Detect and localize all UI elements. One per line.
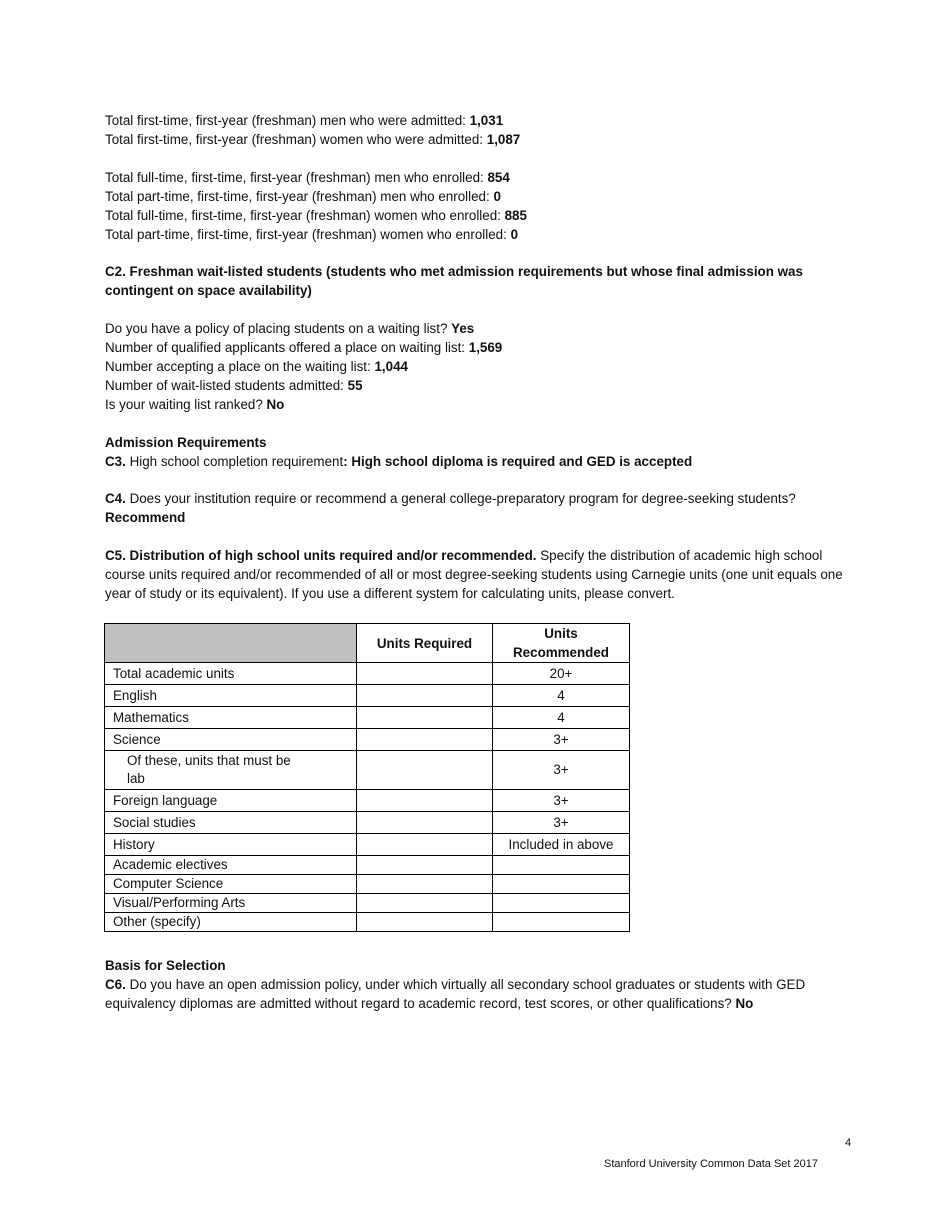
header-units-recommended: Units Recommended [493, 624, 630, 663]
footer-source: Stanford University Common Data Set 2017 [604, 1158, 818, 1170]
table-row: Social studies 3+ [105, 812, 630, 834]
enrolled-line: Total part-time, first-time, first-year (freshman) women who enrolled: 0 [105, 227, 519, 242]
header-blank-cell [105, 624, 357, 663]
c4-answer: Recommend [105, 510, 186, 525]
table-row: Academic electives [105, 856, 630, 875]
table-row: History Included in above [105, 834, 630, 856]
waitlist-line: Number of qualified applicants offered a place on waiting list: 1,569 [105, 340, 503, 355]
c6-paragraph: C6. Do you have an open admission policy, under which virtually all secondary school graduates or students with GED equivalency diplomas are admitted without regard to academic record, test scores, or other qualifications? No [105, 977, 806, 1011]
table-row: English 4 [105, 685, 630, 707]
enrolled-line: Total full-time, first-time, first-year (freshman) women who enrolled: 885 [105, 208, 527, 223]
c6-answer: No [735, 996, 754, 1011]
c2-heading: C2. Freshman wait-listed students (students who met admission requirements but whose final admission was contingent on space availability) [105, 264, 803, 298]
waitlist-line: Do you have a policy of placing students on a waiting list? Yes [105, 321, 475, 336]
table-row: Foreign language 3+ [105, 790, 630, 812]
table-row: Visual/Performing Arts [105, 894, 630, 913]
header-units-required: Units Required [357, 624, 493, 663]
table-row: Total academic units 20+ [105, 663, 630, 685]
table-row: Computer Science [105, 875, 630, 894]
c5-paragraph: C5. Distribution of high school units required and/or recommended. Specify the distribution of academic high school course units required and/or recommended of all or most degree-seeking students using Carnegie units (one unit equals one year of study or its equivalent). If you use a different system for calculating units, please convert. [105, 548, 843, 601]
admitted-men-line: Total first-time, first-year (freshman) men who were admitted: 1,031 [105, 113, 504, 128]
lab-units-label: Of these, units that must be lab [127, 753, 291, 786]
admitted-men-value: 1,031 [469, 113, 504, 128]
c3-line: C3. High school completion requirement: High school diploma is required and GED is accepted [105, 454, 693, 469]
waitlist-line: Is your waiting list ranked? No [105, 397, 285, 412]
waitlist-line: Number accepting a place on the waiting list: 1,044 [105, 359, 408, 374]
enrolled-line: Total full-time, first-time, first-year (freshman) men who enrolled: 854 [105, 170, 510, 185]
admitted-women-value: 1,087 [486, 132, 521, 147]
table-row: Science 3+ [105, 729, 630, 751]
admitted-women-line: Total first-time, first-year (freshman) women who were admitted: 1,087 [105, 132, 521, 147]
table-header-row [105, 624, 630, 663]
page-number: 4 [845, 1137, 852, 1149]
enrolled-line: Total part-time, first-time, first-year (freshman) men who enrolled: 0 [105, 189, 501, 204]
waitlist-line: Number of wait-listed students admitted: 55 [105, 378, 363, 393]
table-row: Mathematics 4 [105, 707, 630, 729]
c4-paragraph: C4. Does your institution require or recommend a general college-preparatory program for degree-seeking students? Recommend [105, 491, 796, 525]
table-row: Other (specify) [105, 913, 630, 932]
basis-heading: Basis for Selection [105, 958, 226, 973]
units-table [104, 623, 630, 932]
table-row: Of these, units that must be lab 3+ [105, 751, 630, 790]
admission-requirements-heading: Admission Requirements [105, 435, 267, 450]
